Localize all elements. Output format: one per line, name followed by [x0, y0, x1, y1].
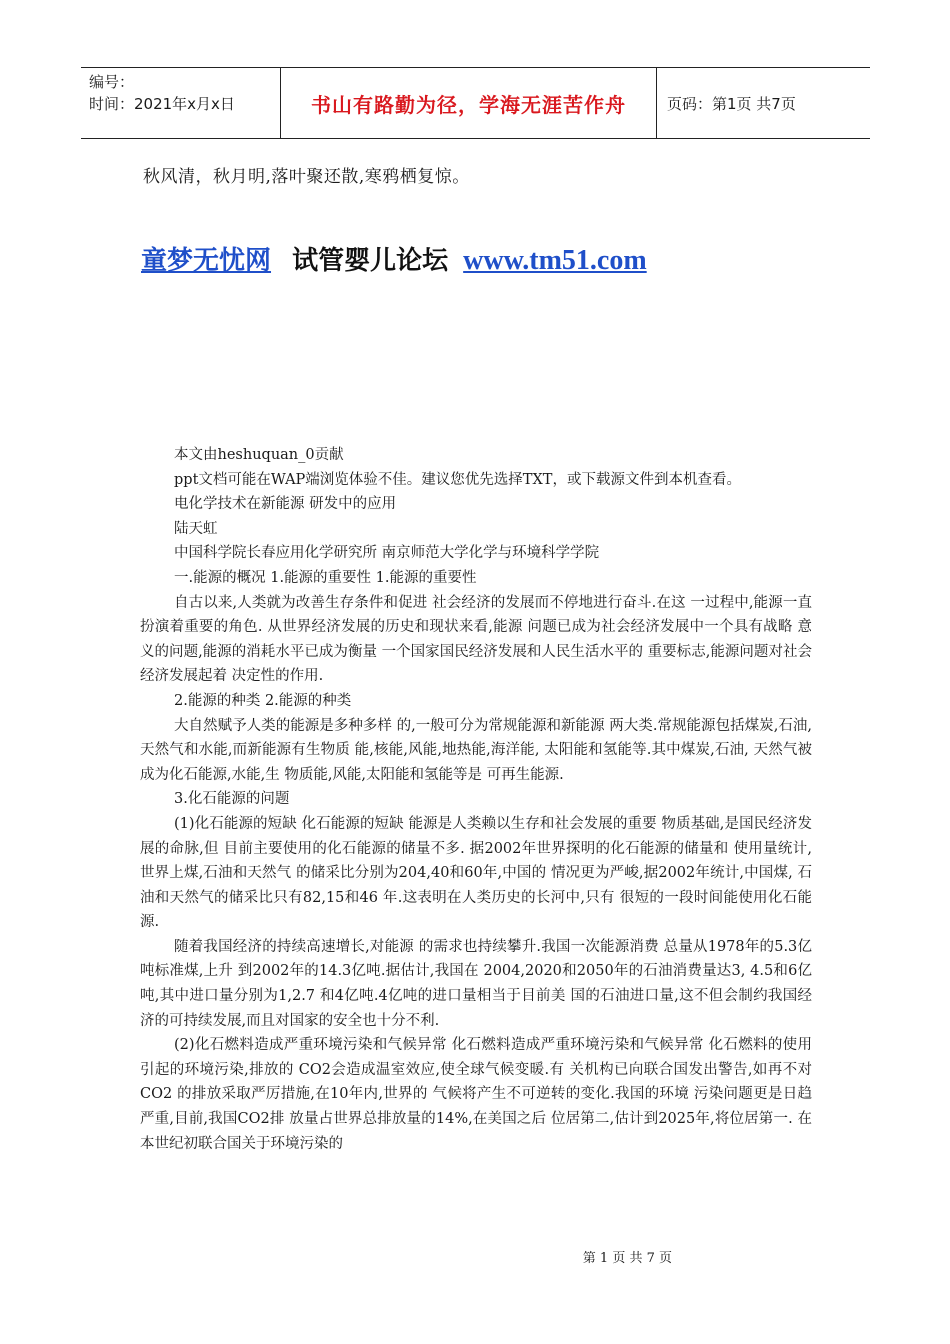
header-page-info: 页码：第1页 共7页: [667, 94, 796, 113]
header-motto: 书山有路勤为径，学海无涯苦作舟: [280, 68, 657, 138]
site-url-link[interactable]: www.tm51.com: [463, 245, 647, 276]
document-body: [140, 443, 812, 1156]
section-heading-1: 一.能源的概况 1.能源的重要性 1.能源的重要性: [174, 569, 477, 586]
affiliation: 中国科学院长春应用化学研究所 南京师范大学化学与环境科学学院: [174, 545, 600, 562]
paragraph-1: 自古以来,人类就为改善生存条件和促进 社会经济的发展而不停地进行奋斗.在这 一过程中,能源一直扮演着重要的角色. 从世界经济发展的历史和现状来看,能源 问题已成为社会经济发展中一个具有战略 意义的问题,能源的消耗水平已成为衡量 一个国家国民经济发展和人民生活水平的 重要标志,能源问题对社会经济发展起着 决定性的作用.: [140, 594, 812, 685]
notice-line: ppt文档可能在WAP端浏览体验不佳。建议您优先选择TXT，或下载源文件到本机查看。: [174, 471, 741, 488]
paragraph-5: (2)化石燃料造成严重环境污染和气候异常 化石燃料造成严重环境污染和气候异常 化石燃料的使用引起的环境污染,排放的 CO2会造成温室效应,使全球气候变暖.有 关机构已向联合国发出警告,如再不对CO2 的排放采取严厉措施,在10年内,世界的 气候将产生不可逆转的变化.我国的环境 污染问题更是日趋严重,目前,我国CO2排 放量占世界总排放量的14%,在美国之后 位居第二,估计到2025年,将位居第一. 在本世纪初联合国关于环境污染的: [140, 1037, 812, 1152]
poem-line: 秋风清，秋月明,落叶聚还散,寒鸦栖复惊。: [143, 167, 470, 187]
section-heading-2: 2.能源的种类 2.能源的种类: [174, 692, 352, 709]
paragraph-4: 随着我国经济的持续高速增长,对能源 的需求也持续攀升.我国一次能源消费 总量从1978年的5.3亿吨标准煤,上升 到2002年的14.3亿吨.据估计,我国在 2004,2020和2050年的石油消费量达3, 4.5和6亿吨,其中进口量分别为1,2.7 和4亿吨.4亿吨的进口量相当于目前美 国的石油进口量,这不但会制约我国经 济的可持续发展,而且对国家的安全也十分不利.: [140, 938, 812, 1029]
page-header: [81, 67, 870, 139]
site-name-link[interactable]: 童梦无忧网: [141, 246, 272, 276]
author-name: 陆天虹: [174, 520, 218, 537]
header-meta: [81, 68, 280, 138]
section-heading-3: 3.化石能源的问题: [174, 791, 290, 808]
forum-name: 试管婴儿论坛: [292, 246, 449, 276]
paragraph-2: 大自然赋予人类的能源是多种多样 的,一般可分为常规能源和新能源 两大类.常规能源包括煤炭,石油, 天然气和水能,而新能源有生物质 能,核能,风能,地热能,海洋能, 太阳能和氢能等.其中煤炭,石油, 天然气被成为化石能源,水能,生 物质能,风能,太阳能和氢能等是 可再生能源.: [140, 717, 812, 783]
page-footer: 第 1 页 共 7 页: [582, 1251, 672, 1266]
paragraph-3: (1)化石能源的短缺 化石能源的短缺 能源是人类赖以生存和社会发展的重要 物质基础,是国民经济发展的命脉,但 目前主要使用的化石能源的储量不多. 据2002年世界探明的化石能源的储量和 使用量统计,世界上煤,石油和天然气 的储采比分别为204,40和60年,中国的 情况更为严峻,据2002年统计,中国煤, 石油和天然气的储采比只有82,15和46 年.这表明在人类历史的长河中,只有 很短的一段时间能使用化石能源.: [140, 815, 812, 931]
number-label: 编号：: [89, 73, 135, 91]
banner: [141, 240, 647, 277]
contributor-line: 本文由heshuquan_0贡献: [174, 447, 344, 463]
date-label: 时间：2021年x月x日: [89, 95, 235, 113]
doc-title: 电化学技术在新能源 研发中的应用: [174, 496, 397, 513]
